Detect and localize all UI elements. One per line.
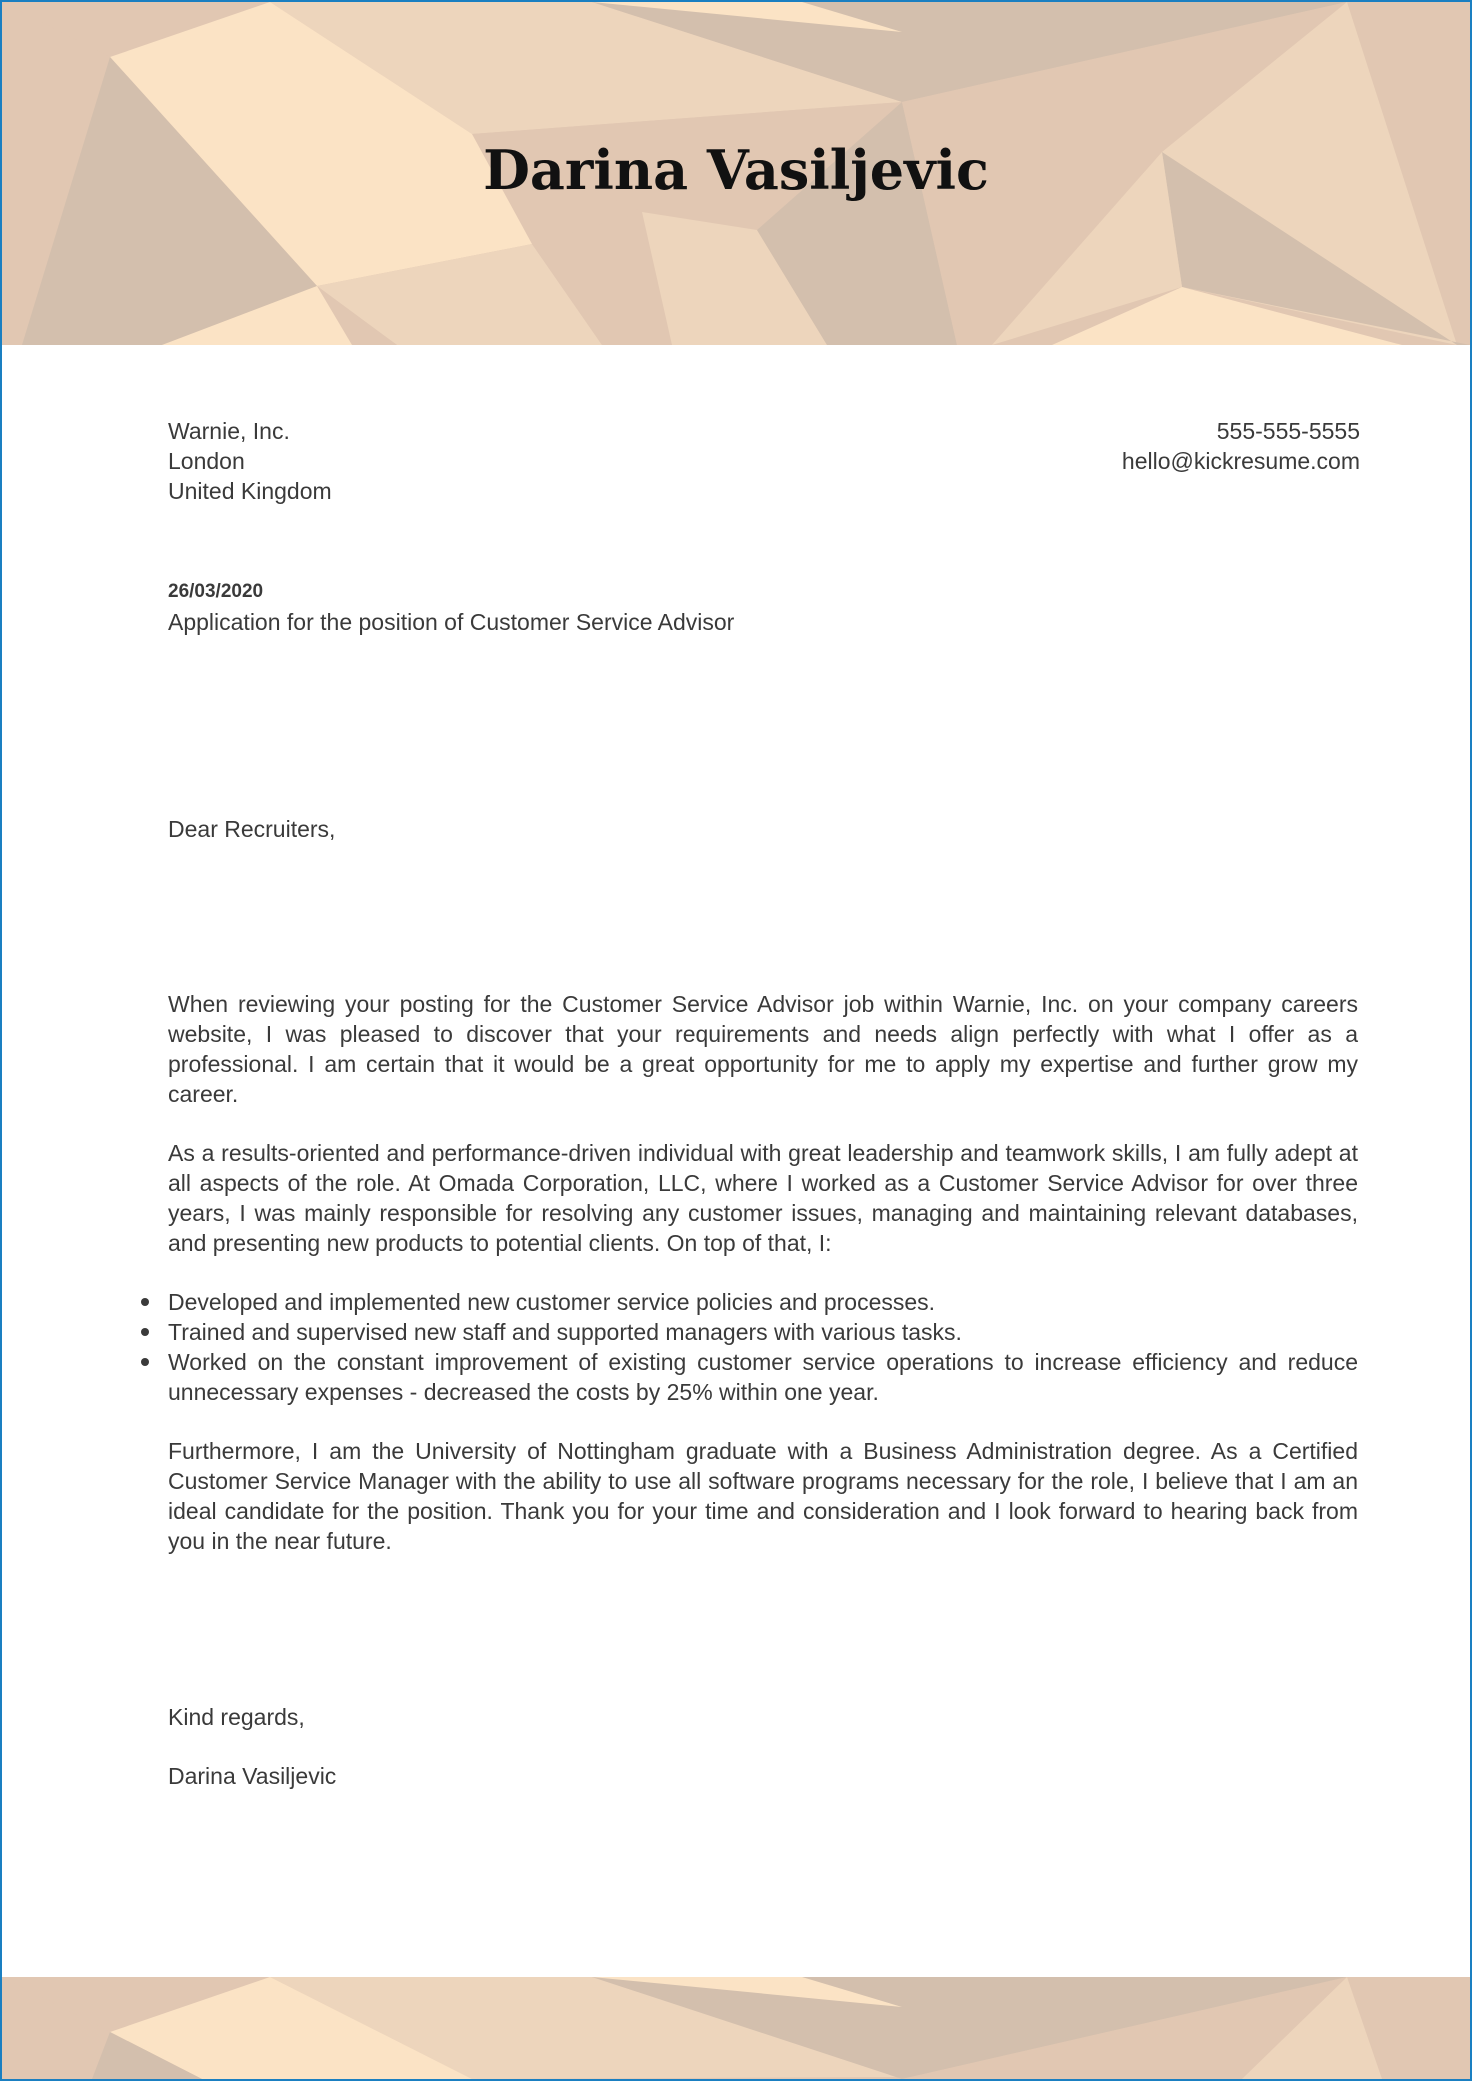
letter-subject: Application for the position of Customer Service Advisor: [168, 609, 735, 635]
footer-banner: [2, 1977, 1470, 2079]
list-item: [168, 1287, 1358, 1317]
greeting-text: Dear Recruiters,: [168, 816, 336, 842]
achievements-list: [168, 1287, 1358, 1407]
recipient-city: London: [168, 448, 245, 474]
contact-phone: 555-555-5555: [1216, 418, 1360, 444]
bullet-dot-icon: [141, 1298, 149, 1306]
body-paragraph-1: When reviewing your posting for the Customer Service Advisor job within Warnie, Inc. on your company careers website, I was pleased to discover that your requirements and needs align perfectly with what I offer as a professional. I am certain that it would be a great opportunity for me to apply my expertise and further grow my career.: [168, 991, 1358, 1107]
list-item-text: Trained and supervised new staff and supported managers with various tasks.: [168, 1319, 962, 1345]
list-item-text: Worked on the constant improvement of existing customer service operations to increase efficiency and reduce unnecessary expenses - decreased the costs by 25% within one year.: [168, 1349, 1358, 1405]
body-paragraph-3: Furthermore, I am the University of Nottingham graduate with a Business Administration degree. As a Certified Customer Service Manager with the ability to use all software programs necessary for the role, I believe that I am an ideal candidate for the position. Thank you for your time and consideration and I look forward to hearing back from you in the near future.: [168, 1438, 1358, 1554]
list-item-text: Developed and implemented new customer service policies and processes.: [168, 1289, 936, 1315]
contact-email: hello@kickresume.com: [1121, 448, 1360, 474]
body-paragraph-2: As a results-oriented and performance-driven individual with great leadership and teamwork skills, I am fully adept at all aspects of the role. At Omada Corporation, LLC, where I worked as a Customer Service Advisor for over three years, I was mainly responsible for resolving any customer issues, managing and maintaining relevant databases, and presenting new products to potential clients. On top of that, I:: [168, 1140, 1358, 1256]
footer-polygon-pattern: [2, 1977, 1470, 2079]
recipient-country: United Kingdom: [168, 478, 332, 504]
recipient-company: Warnie, Inc.: [168, 418, 290, 444]
bullet-dot-icon: [141, 1358, 149, 1366]
list-item: [168, 1347, 1358, 1407]
letter-body: [168, 989, 1358, 1585]
sender-contact: [1122, 416, 1360, 476]
list-item: [168, 1317, 1358, 1347]
bullet-dot-icon: [141, 1328, 149, 1336]
date-subject-block: [168, 577, 1358, 637]
closing-text: Kind regards,: [168, 1704, 305, 1730]
signature-name: Darina Vasiljevic: [168, 1763, 337, 1789]
letter-date: 26/03/2020: [168, 581, 264, 602]
letter-greeting: [168, 814, 1358, 844]
letter-closing: [168, 1702, 1358, 1791]
applicant-name: Darina Vasiljevic: [483, 138, 989, 202]
